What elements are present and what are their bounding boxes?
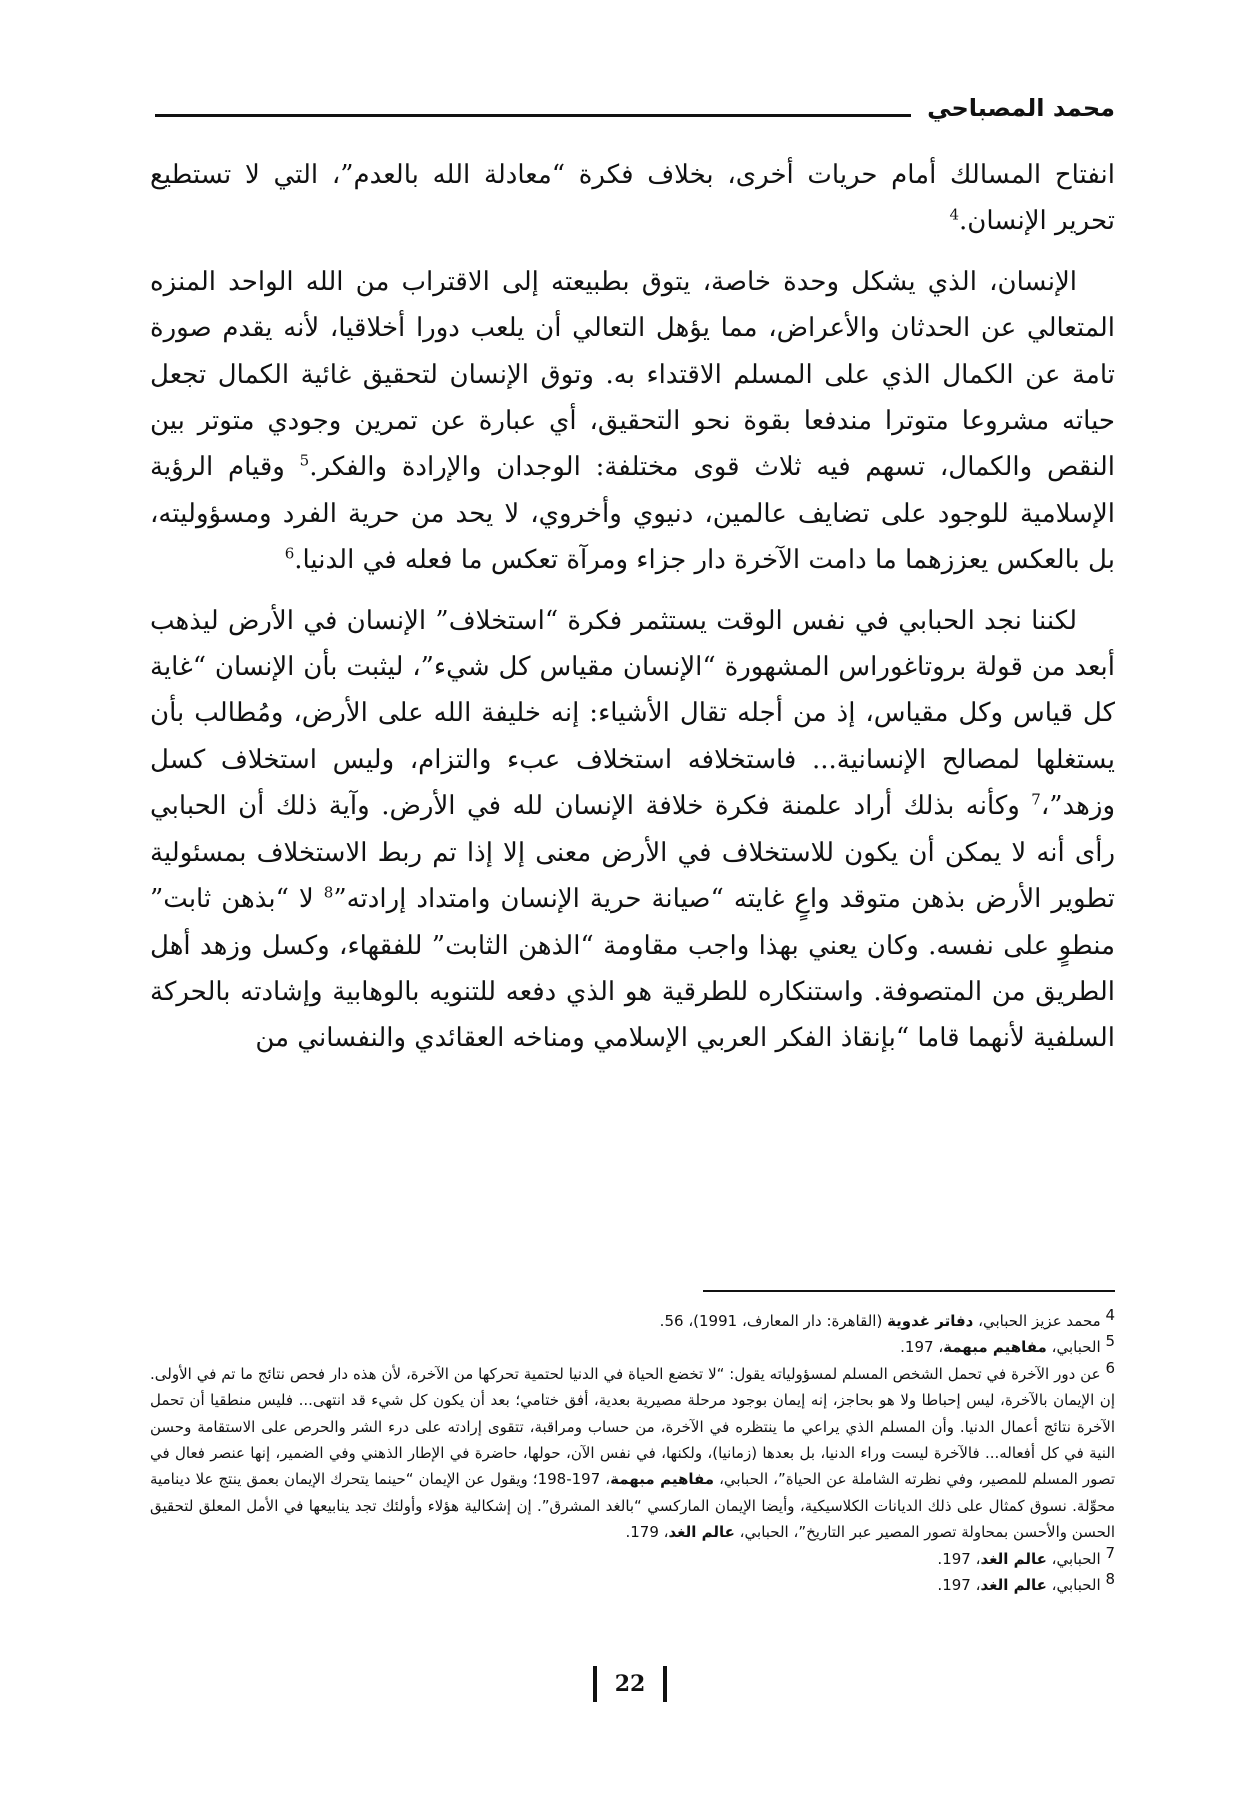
footnote-7 [150, 1543, 1115, 1572]
footnote-4-number: 4 [1105, 1306, 1115, 1324]
footnote-4 [150, 1308, 1115, 1334]
footnote-8-text: الحبابي، [1046, 1576, 1101, 1595]
running-header [155, 88, 1115, 128]
footnote-ref-5[interactable]: 5 [299, 451, 310, 470]
footnote-6-title-2: عالم الغد [668, 1523, 735, 1542]
footnote-8-number: 8 [1105, 1570, 1115, 1589]
footnote-8-title: عالم الغد [980, 1576, 1047, 1595]
footnote-5-number: 5 [1105, 1332, 1115, 1351]
footnote-8 [150, 1572, 1115, 1598]
page-number-bar-right [663, 1666, 667, 1702]
paragraph-3-text-c: لا “بذهن ثابت” منطوٍ على نفسه. وكان يعني بهذا واجب مقاومة “الذهن الثابت” للفقهاء، وكسل وزهد أهل الطريق من المتصوفة. واستنكاره للطرقية هو الذي دفعه للتنويه بالوهابية وإشادته بالحركة السلفية لأنهما قاما “بإنقاذ الفكر العربي الإسلامي ومناخه العقائدي والنفساني من [150, 884, 1115, 1054]
footnote-4-citation: (القاهرة: دار المعارف، 1991)، 56. [659, 1312, 888, 1330]
footnote-4-title: دفاتر غدوية [887, 1312, 974, 1330]
paragraph-3 [150, 598, 1115, 1062]
main-text [150, 152, 1115, 1076]
paragraph-2-text-b: وقيام الرؤية الإسلامية للوجود على تضايف عالمين، دنيوي وأخروي، لا يحد من حرية الفرد ومسؤوليته، بل بالعكس يعززهما ما دامت الآخرة دار جزاء ومرآة تعكس ما فعله في الدنيا. [150, 452, 1115, 576]
footnote-ref-8[interactable]: 8 [323, 883, 334, 902]
page-number: 22 [614, 1671, 646, 1697]
footnote-7-title: عالم الغد [980, 1549, 1047, 1568]
paragraph-2 [150, 259, 1115, 584]
footnote-separator [703, 1290, 1115, 1292]
paragraph-1-text: انفتاح المسالك أمام حريات أخرى، بخلاف فكرة “معادلة الله بالعدم”، التي لا تستطيع تحرير الإنسان. [150, 160, 1115, 237]
footnote-6-text: عن دور الآخرة في تحمل الشخص المسلم لمسؤولياته يقول: “لا تخضع الحياة في الدنيا لحتمية تحركها من الآخرة، لأن هذه دار فحص نتائج ما تم في الأولى. إن الإيمان بالآخرة، ليس إحباطا ولا هو بحاجز، إنه إيمان بوجود مرحلة مصيرية بعدية، أفق ختامي؛ بعد أن يكون كل شيء قد انتهى... فليس منطقيا أن تحمل الآخرة نتائج أعمال الدنيا. وأن المسلم الذي يراعي ما ينتظره في الآخرة، من حساب ومراقبة، تتقوى إرادته على درء الشر والحرص على الاستقامة وحسن النية في كل أفعاله... فالآخرة ليست وراء الدنيا، بل بعدها (زمانيا)، ولكنها، في نفس الآن، حولها، حاضرة في الإطار الذهني وفي الضمير، إنها عنصر فعال في تصور المسلم للمصير، وفي نظرته الشاملة عن الحياة”، الحبابي، [150, 1364, 1115, 1489]
footnote-ref-4[interactable]: 4 [949, 205, 960, 224]
footnote-6-number: 6 [1105, 1358, 1115, 1377]
page-number-bar-left [593, 1666, 597, 1702]
paragraph-2-text-a: الإنسان، الذي يشكل وحدة خاصة، يتوق بطبيعته إلى الاقتراب من الله الواحد المنزه المتعالي عن الحدثان والأعراض، مما يؤهل التعالي أن يلعب دورا أخلاقيا، لأنه يقدم صورة تامة عن الكمال الذي على المسلم الاقتداء به. وتوق الإنسان لتحقيق غائية الكمال تجعل حياته مشروعا متوترا مندفعا بقوة نحو التحقيق، أي عبارة عن تمرين وجودي متوتر بين النقص والكمال، تسهم فيه ثلاث قوى مختلفة: الوجدان والإرادة والفكر. [150, 266, 1115, 483]
footnote-7-number: 7 [1105, 1543, 1115, 1562]
footnotes [150, 1308, 1115, 1598]
footnote-7-citation: ، 197. [937, 1549, 981, 1568]
footnote-5-citation: ، 197. [900, 1338, 944, 1357]
footnote-4-text: محمد عزيز الحبابي، [973, 1312, 1101, 1330]
footnote-7-text: الحبابي، [1046, 1549, 1101, 1568]
footnote-6-citation: ، 179. [625, 1523, 669, 1542]
footnote-ref-7[interactable]: 7 [1031, 790, 1041, 809]
footnote-5-text: الحبابي، [1046, 1338, 1101, 1357]
footnote-5 [150, 1334, 1115, 1360]
paragraph-3-text-a: لكننا نجد الحبابي في نفس الوقت يستثمر فكرة “استخلاف” الإنسان في الأرض ليذهب أبعد من قولة بروتاغوراس المشهورة “الإنسان مقياس كل شيء”، ليثبت بأن الإنسان “غاية كل قياس وكل مقياس، إذ من أجله تقال الأشياء: إنه خليفة الله على الأرض، ومُطالب بأن يستغلها لمصالح الإنسانية... فاستخلافه استخلاف عبء والتزام، وليس استخلاف كسل وزهد”، [150, 605, 1115, 822]
footnote-8-citation: ، 197. [937, 1576, 981, 1595]
paragraph-1 [150, 152, 1115, 245]
footnote-5-title: مفاهيم مبهمة [943, 1338, 1047, 1357]
footnote-6-text-2: ، 197-198؛ ويقول عن الإيمان “حينما يتحرك الإيمان بعمق ينتج علا دينامية محوِّلة. نسوق كمثال على ذلك الديانات الكلاسيكية، وأيضا الإيمان الماركسي “بالغد المشرق”. إن إشكالية هؤلاء وأولئك تجد ينابيعها في الأمل المعلق لتحقيق الحسن والأحسن بمحاولة تصور المصير عبر التاريخ”، الحبابي، [150, 1470, 1115, 1542]
footnote-ref-6[interactable]: 6 [284, 544, 295, 563]
paragraph-3-text-b: وكأنه بذلك أراد علمنة فكرة خلافة الإنسان لله في الأرض. وآية ذلك أن الحبابي رأى أنه لا يمكن أن يكون للاستخلاف في الأرض معنى إلا إذا تم ربط الاستخلاف بمسئولية تطوير الأرض بذهن متوقد واعٍ غايته “صيانة حرية الإنسان وامتداد إرادته” [150, 791, 1115, 915]
header-rule [155, 114, 911, 117]
footnote-6 [150, 1358, 1115, 1546]
page-number-block [0, 1666, 1260, 1702]
header-author: محمد المصباحي [927, 94, 1115, 122]
footnote-6-title: مفاهيم مبهمة [610, 1470, 715, 1489]
